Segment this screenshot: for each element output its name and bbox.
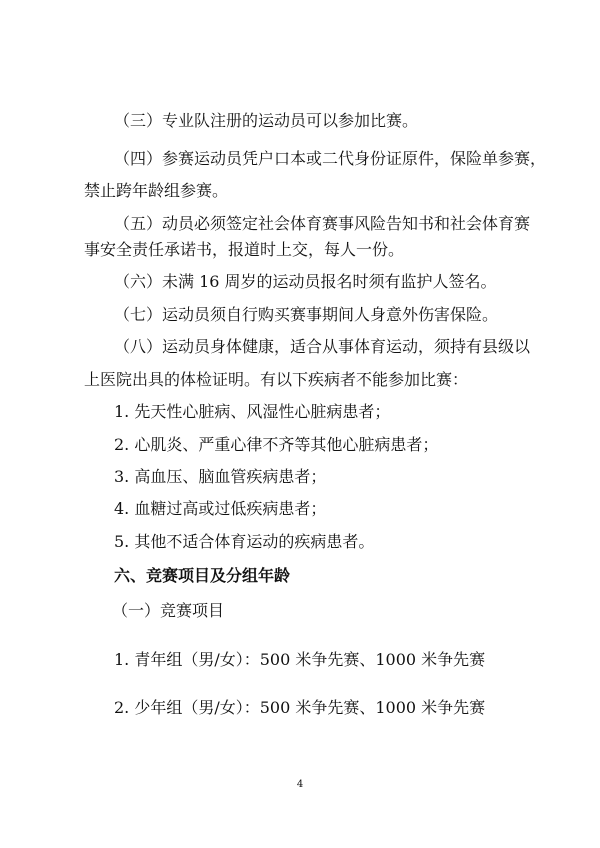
event-junior: 2. 少年组（男/女）：500 米争先赛、1000 米争先赛: [114, 698, 486, 717]
subsection-title: （一）竞赛项目: [112, 601, 225, 620]
rule-5-line-2: 事安全责任承诺书，报道时上交，每人一份。: [84, 240, 405, 259]
rule-4-line-2: 禁止跨年龄组参赛。: [84, 181, 229, 200]
event-youth: 1. 青年组（男/女）：500 米争先赛、1000 米争先赛: [114, 650, 486, 669]
rule-7: （七）运动员须自行购买赛事期间人身意外伤害保险。: [114, 305, 499, 324]
disease-item-5: 5. 其他不适合体育运动的疾病患者。: [114, 532, 375, 551]
disease-item-2: 2. 心肌炎、严重心律不齐等其他心脏病患者；: [114, 435, 439, 454]
disease-item-3: 3. 高血压、脑血管疾病患者；: [114, 467, 327, 486]
disease-item-1: 1. 先天性心脏病、风湿性心脏病患者；: [114, 402, 391, 421]
rule-3: （三）专业队注册的运动员可以参加比赛。: [114, 111, 419, 130]
rule-8-line-2: 上医院出具的体检证明。有以下疾病者不能参加比赛：: [84, 370, 469, 389]
rule-5-line-1: （五）动员必须签定社会体育赛事风险告知书和社会体育赛: [114, 214, 531, 233]
disease-item-4: 4. 血糖过高或过低疾病患者；: [114, 499, 327, 518]
rule-8-line-1: （八）运动员身体健康，适合从事体育运动，须持有县级以: [114, 337, 531, 356]
rule-6: （六）未满 16 周岁的运动员报名时须有监护人签名。: [114, 272, 497, 291]
rule-4-line-1: （四）参赛运动员凭户口本或二代身份证原件，保险单参赛，: [114, 149, 547, 168]
section-heading: 六、竞赛项目及分组年龄: [114, 566, 291, 585]
page-number: 4: [296, 779, 304, 790]
